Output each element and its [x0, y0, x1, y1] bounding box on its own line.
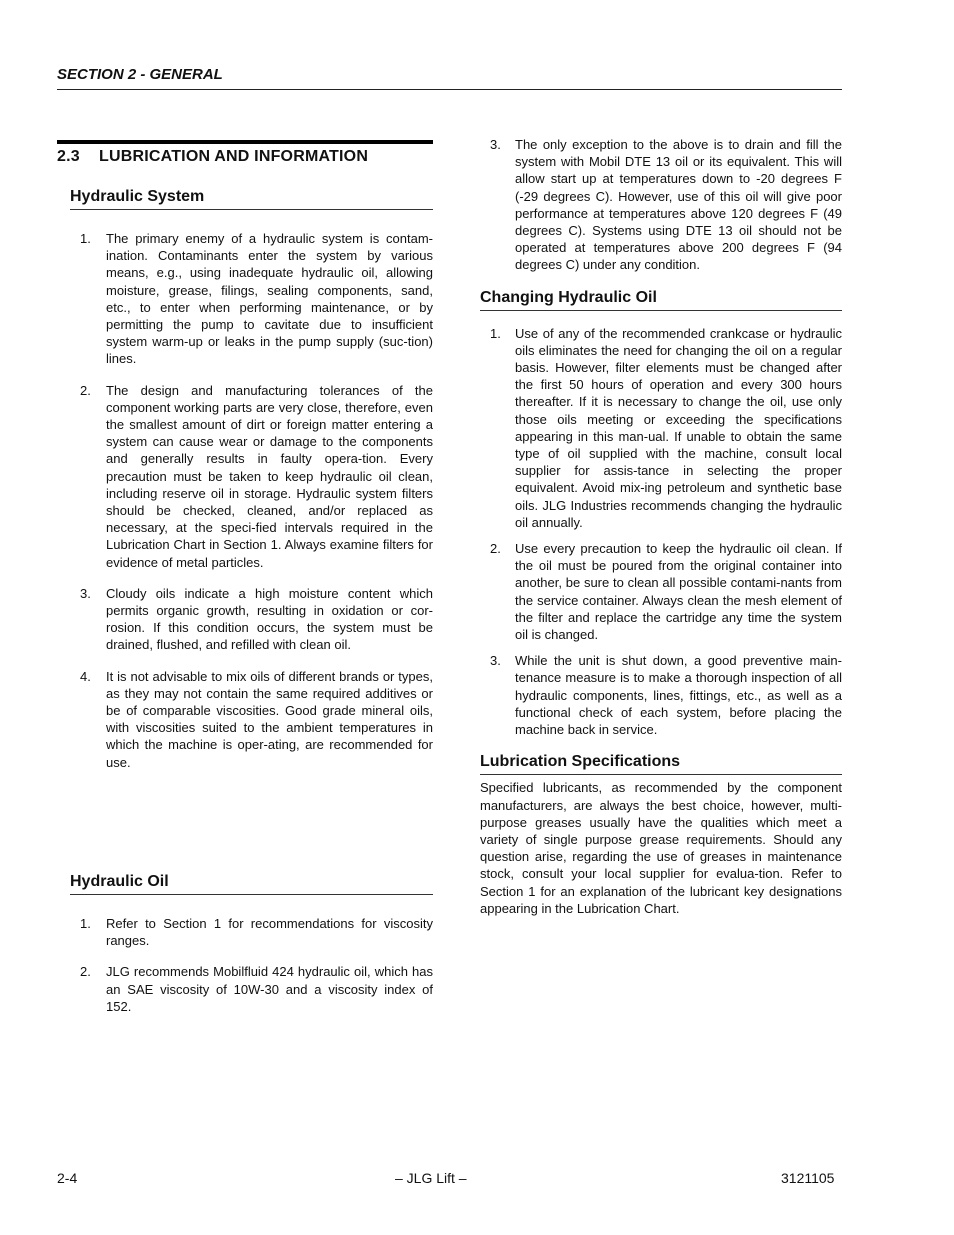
- item-text: Cloudy oils indicate a high moisture content which permits organic growth, resulting in oxidation or cor-rosion. If this condition occurs, the system must be drained, flushed, and refilled with clean oil.: [106, 585, 433, 653]
- list-item: [480, 652, 842, 738]
- changing-oil-list: [480, 325, 842, 739]
- list-item: [57, 230, 433, 368]
- hydraulic-system-heading: Hydraulic System: [70, 188, 433, 210]
- item-text: Refer to Section 1 for recommendations for viscosity ranges.: [106, 916, 433, 949]
- item-number: 3.: [80, 585, 91, 601]
- section-heading: [57, 148, 433, 166]
- footer-title: – JLG Lift –: [395, 1170, 467, 1186]
- section-number: 2.3: [57, 148, 80, 165]
- hydraulic-oil-heading: Hydraulic Oil: [70, 873, 433, 895]
- section-title: LUBRICATION AND INFORMATION: [99, 148, 369, 165]
- item-number: 4.: [80, 668, 91, 684]
- list-item: [480, 325, 842, 531]
- hydraulic-oil-list-continued: [480, 136, 842, 274]
- item-number: 1.: [80, 231, 91, 246]
- lubrication-specs-text: Specified lubricants, as recommended by the component manufacturers, are always the best choice, however, multi-purpose greases usually have the qualities which meet a variety of single purpose grease requirements. Should any question arise, regarding the use of greases in maintenance stock, consult your local supplier for evalua-tion. Refer to Section 1 for an explanation of the lubricant key designations appearing in the Lubrication Chart.: [480, 780, 842, 916]
- list-item: [480, 136, 842, 274]
- lubrication-specs-heading: Lubrication Specifications: [480, 753, 842, 775]
- list-item: [57, 915, 433, 949]
- item-text: Use of any of the recommended crankcase or hydraulic oils eliminates the need for changing the oil on a regular basis. However, filter elements must be changed after the first 50 hours of operation and every 300 hours thereafter. If it is necessary to change the oil, use only those oils meeting or exceeding the specifications appearing in this man-ual. If unable to obtain the same type of oil supplied with the machine, consult local supplier for assis-tance in selecting the proper equivalent. Avoid mix-ing petroleum and synthetic base oils. JLG Industries recommends changing the hydraulic oil annually.: [515, 325, 842, 530]
- item-text: Use every precaution to keep the hydraulic oil clean. If the oil must be poured from the original container into another, be sure to clean all possible contami-nants from the service container. Always clean the mesh element of the filter and replace the cartridge any time the system oil is changed.: [515, 541, 842, 643]
- list-item: [57, 963, 433, 1015]
- list-item: [57, 668, 433, 771]
- list-item: [57, 382, 433, 571]
- changing-oil-heading: Changing Hydraulic Oil: [480, 289, 842, 311]
- document-number: 3121105: [781, 1170, 835, 1186]
- item-number: 3.: [490, 653, 501, 669]
- list-item: [480, 540, 842, 643]
- header-rule: [57, 89, 842, 90]
- list-item: [57, 585, 433, 654]
- hydraulic-oil-list: [57, 915, 433, 1015]
- item-text: The only exception to the above is to drain and fill the system with Mobil DTE 13 oil or its equivalent. This will allow start up at temperatures down to -20 degrees F (-29 degrees C). However, use of this oil will give poor performance at temperatures above 120 degrees F (49 degrees C). Systems using DTE 13 oil should not be operated at temperatures above 200 degrees F (94 degrees C) under any condition.: [515, 137, 842, 273]
- item-number: 1.: [80, 916, 91, 931]
- right-column: [480, 136, 842, 917]
- item-number: 1.: [490, 325, 501, 341]
- item-text: JLG recommends Mobilfluid 424 hydraulic oil, which has an SAE viscosity of 10W-30 and a viscosity index of 152.: [106, 964, 433, 1014]
- page-number: 2-4: [57, 1170, 78, 1186]
- section-header: SECTION 2 - GENERAL: [57, 66, 223, 83]
- item-number: 3.: [490, 137, 501, 152]
- item-number: 2.: [490, 541, 501, 557]
- item-text: While the unit is shut down, a good preventive main-tenance measure is to make a thorough inspection of all hydraulic components, lines, fittings, etc., as well as a functional check of each system, before placing the machine back in service.: [515, 653, 842, 738]
- heading-rule: [57, 140, 433, 144]
- hydraulic-system-list: [57, 230, 433, 771]
- item-text: The design and manufacturing tolerances of the component working parts are very close, therefore, even the smallest amount of dirt or foreign matter entering a system can cause wear or damage to the components and generally results in faulty opera-tion. Every precaution must be taken to keep hydraulic oil clean, including reserve oil in storage. Hydraulic system filters should be checked, cleaned, and/or replaced as necessary, at the speci-fied intervals required in the Lubrication Chart in Section 1. Always examine filters for evidence of metal particles.: [106, 382, 433, 570]
- left-column: [57, 140, 433, 1014]
- item-text: It is not advisable to mix oils of different brands or types, as they may not contain the same required additives or be of comparable viscosities. Good grade mineral oils, with viscosities suited to the ambient temperatures in which the machine is oper-ating, are recommended for use.: [106, 668, 433, 770]
- item-number: 2.: [80, 382, 91, 398]
- item-text: The primary enemy of a hydraulic system is contam-ination. Contaminants enter the system by various means, e.g., using inadequate hydraulic oil, allowing moisture, grease, filings, sealing components, sand, etc., to enter when performing maintenance, or by permitting the pump to cavitate due to insufficient system warm-up or leaks in the pump supply (suc-tion) lines.: [106, 231, 433, 367]
- item-number: 2.: [80, 964, 91, 980]
